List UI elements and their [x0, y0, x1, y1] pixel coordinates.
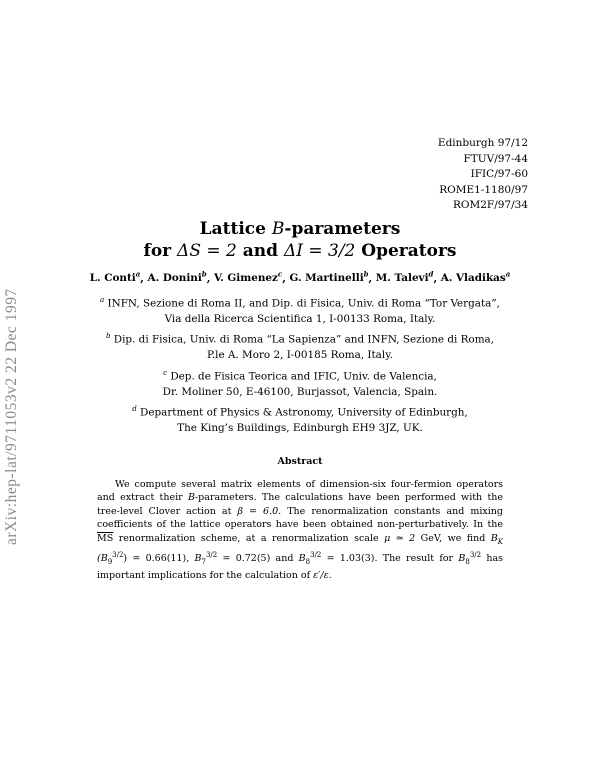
author: G. Martinelli$^b$	[289, 270, 369, 285]
author: L. Conti$^a$	[89, 270, 141, 285]
affiliation: $^a$ INFN, Sezione di Roma II, and Dip. di Fisica, Univ. di Roma “Tor Vergata”, Via della Ricerca Scientifica 1, I-00133 Roma, Italy.	[100, 296, 500, 325]
title-text: -parameters	[284, 219, 401, 239]
title-line-2	[0, 240, 600, 262]
author: V. Gimenez$^c$	[213, 270, 283, 285]
title-math: ΔS = 2	[177, 241, 237, 261]
affiliation: $^c$ Dep. de Fisica Teorica and IFIC, Univ. de Valencia, Dr. Moliner 50, E-46100, Burjassot, Valencia, Spain.	[162, 368, 438, 398]
arxiv-identifier-stamp: arXiv:hep-lat/9711053v2 22 Dec 1997	[3, 288, 20, 545]
preprint-number: IFIC/97-60	[470, 168, 528, 180]
title-line-1	[0, 218, 600, 240]
preprint-number: ROM2F/97/34	[452, 199, 528, 211]
abstract-heading: Abstract	[277, 456, 323, 467]
title-text: and	[236, 241, 284, 261]
title-math: ΔI = 3/2	[283, 241, 356, 261]
author-list: L. Conti$^a$, A. Donini$^b$, V. Gimenez$^c$, G. Martinelli$^b$, M. Talevi$^d$, A. Vladikas$^a$	[89, 270, 511, 285]
title-text: Lattice	[199, 219, 272, 239]
preprint-number: FTUV/97-44	[463, 152, 528, 165]
author: A. Donini$^b$	[147, 270, 207, 285]
title-text: Operators	[355, 241, 457, 261]
preprint-number: ROME1-1180/97	[439, 183, 528, 196]
title-math: B	[271, 219, 285, 239]
affiliation: $^b$ Dip. di Fisica, Univ. di Roma “La Sapienza” and INFN, Sezione di Roma, P.le A. Moro 2, I-00185 Roma, Italy.	[105, 332, 495, 362]
abstract-body: We compute several matrix elements of dimension-six four-fermion operators and extract their B-parameters. The calculations have been performed with the tree-level Clover action at β = 6.0. The renormalization constants and mixing coefficients of the lattice operators have been obtained non-perturbatively. In the $\overline{MS}$ renormalization scheme, at a renormalization scale μ ≃ 2 GeV, we find $B_K$ $(B_9^{3/2}) = 0.66(11)$, $B_7^{3/2} = 0.72(5)$ and $B_8^{3/2} = 1.03(3)$. The result for $B_8^{3/2}$ has important implications for the calculation of ε′/ε.	[97, 479, 504, 582]
author: A. Vladikas$^a$	[440, 270, 511, 285]
affiliations	[0, 293, 600, 439]
paper-title	[0, 218, 600, 262]
preprint-number: Edinburgh 97/12	[437, 137, 528, 149]
author: M. Talevi$^d$	[375, 270, 434, 285]
preprint-numbers	[438, 136, 528, 214]
affiliation: $^d$ Department of Physics & Astronomy, University of Edinburgh, The King’s Buildings, Edinburgh EH9 3JZ, UK.	[132, 405, 468, 435]
title-text: for	[143, 241, 178, 261]
